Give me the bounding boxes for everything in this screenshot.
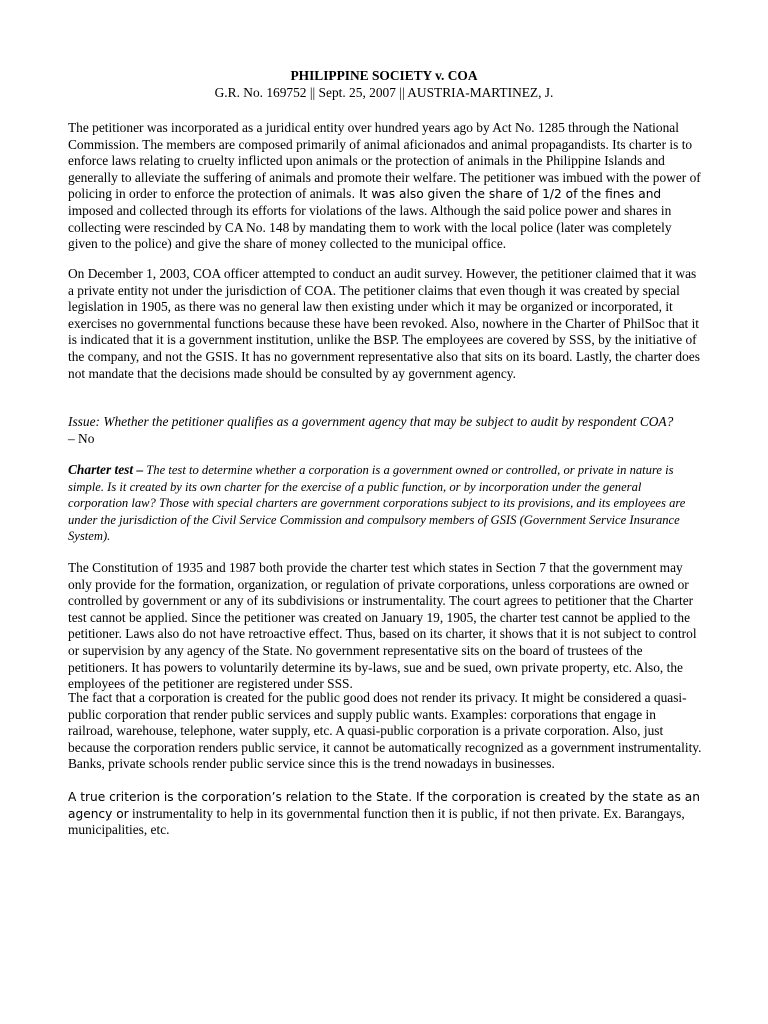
audit-paragraph: On December 1, 2003, COA officer attempted to conduct an audit survey. However, the petitioner claimed that it was a private entity not under the jurisdiction of COA. The petitioner claims that even though it was created by special legislation in 1905, as there was no general law then existing under which it may be organized or incorporated, it exercises no governmental functions because these have been revoked. Also, nowhere in the Charter of PhilSoc that it is indicated that it is a government institution, unlike the BSP. The employees are covered by SSS, by the initiative of the company, and not the GSIS. It has no government representative also that sits on its board. Lastly, the charter does not mandate that the decisions made should be consulted by ay government agency. xyxy=(68,266,700,381)
facts-paragraph xyxy=(68,120,704,253)
quasi-public-paragraph: The fact that a corporation is created for the public good does not render its privacy. It might be considered a quasi-public corporation that render public services and supply public wants. Examples: corporations that engage in railroad, warehouse, telephone, water supply, etc. A quasi-public corporation is a private corporation. Also, just because the corporation renders public service, it cannot be automatically recognized as a government instrumentality. Banks, private schools render public service since this is the trend nowadays in businesses. xyxy=(68,690,702,772)
criterion-text-1: A true criterion is the corporation’s relation to the State. If the corporation is created by the state as an agency or xyxy=(68,790,700,821)
criterion-text-2: instrumentality to help in its governmental function then it is public, if not then private. Ex. Barangays, municipalities, etc. xyxy=(68,805,685,838)
charter-test-heading: Charter test – xyxy=(68,462,144,477)
criterion-paragraph xyxy=(68,789,704,839)
facts-text-1: The petitioner was incorporated as a juridical entity over hundred years ago by Act No. 1285 through the National Commission. The members are composed primarily of animal aficionados and animal propagandists. Its charter is to enforce laws relating to cruelty inflicted upon animals or the protection of animals in the Philippine Islands and generally to alleviate the suffering of animals and promote their welfare. The petitioner was imbued with the power of policing in order to enforce the protection of animals xyxy=(68,120,701,202)
case-citation: G.R. No. 169752 || Sept. 25, 2007 || AUSTRIA-MARTINEZ, J. xyxy=(214,85,554,100)
issue-question: Issue: Whether the petitioner qualifies as a government agency that may be subject to audit by respondent COA? xyxy=(68,414,674,429)
charter-test-paragraph xyxy=(68,462,704,545)
issue-answer: – No xyxy=(68,430,95,446)
issue-paragraph xyxy=(68,414,704,447)
constitution-paragraph: The Constitution of 1935 and 1987 both provide the charter test which states in Section 7 that the government may only provide for the formation, organization, or regulation of private corporations, unless corporations are owned or controlled by government or any of its subdivisions or instrumentality. The court agrees to petitioner that the Charter test cannot be applied. Since the petitioner was created on January 19, 1905, the charter test cannot be applied to the petitioner. Laws also do not have retroactive effect. Thus, based on its charter, it shows that it is not subject to control or supervision by any agency of the State. No government representative sits on the board of trustees of the petitioners. It has powers to voluntarily determine its by-laws, sue and be sued, own private property, etc. Also, the employees of the petitioner are registered under SSS. xyxy=(68,560,697,692)
charter-test-definition: The test to determine whether a corporation is a government owned or controlled, or private in nature is simple. Is it created by its own charter for the exercise of a public function, or by incorporation under the general corporation law? Those with special charters are government corporations subject to its provisions, and its employees are under the jurisdiction of the Civil Service Commission and compulsory members of GSIS (Government Service Insurance System). xyxy=(68,463,686,544)
facts-text-2: . It was also given the share of 1/2 of the fines and xyxy=(351,187,662,202)
facts-text-3: imposed and collected through its efforts for violations of the laws. Although the said police power and shares in collecting were rescinded by CA No. 148 by mandating them to work with the local police (later was completely given to the police) and give the share of money collected to the municipal office. xyxy=(68,202,672,252)
case-title: PHILIPPINE SOCIETY v. COA xyxy=(290,68,478,83)
